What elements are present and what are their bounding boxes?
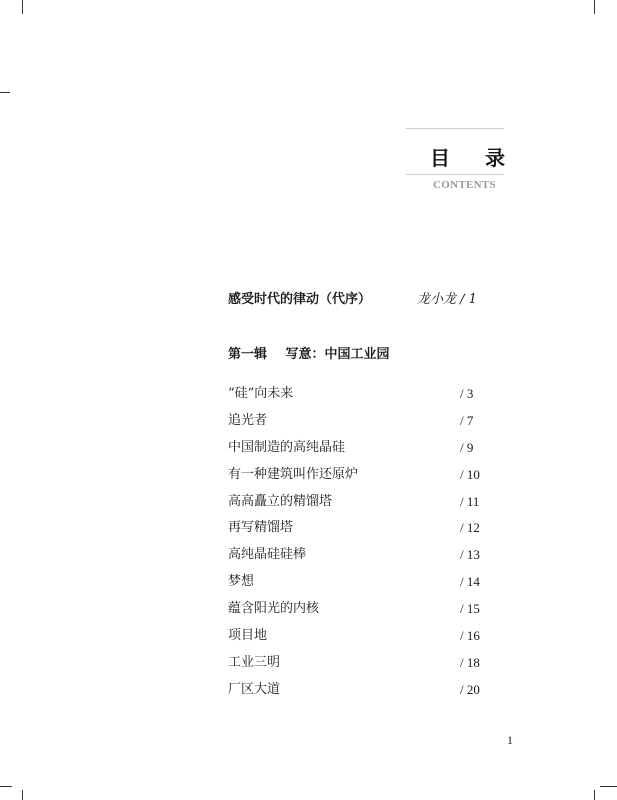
crop-mark: [22, 790, 23, 800]
toc-entry[interactable]: [228, 599, 488, 626]
crop-mark: [600, 786, 617, 787]
toc-entry[interactable]: [228, 680, 488, 707]
toc-entry[interactable]: [228, 411, 488, 438]
toc-entry-title: 高纯晶硅硅棒: [228, 547, 307, 563]
crop-mark: [594, 0, 595, 14]
toc-entry-title: 高高矗立的精馏塔: [228, 493, 333, 509]
crop-mark: [22, 0, 23, 14]
preface-title: 感受时代的律动（代序）: [228, 292, 372, 307]
toc-entry-title: “硅”向未来: [228, 386, 294, 401]
toc-entry[interactable]: [228, 572, 488, 599]
crop-mark: [594, 790, 595, 800]
section-title: 写意：中国工业园: [285, 347, 390, 362]
toc-entry[interactable]: [228, 626, 488, 653]
toc-entry[interactable]: [228, 653, 488, 680]
toc-entry-page: / 15: [460, 601, 480, 617]
toc-entry-title: 梦想: [228, 574, 255, 590]
toc-list: [228, 384, 488, 707]
header-top-rule: [406, 128, 504, 129]
crop-mark: [0, 92, 10, 93]
page-subtitle: CONTENTS: [433, 179, 496, 191]
page-number: 1: [507, 733, 513, 747]
preface-author-page: 龙小龙 / 1: [417, 292, 477, 307]
toc-entry-title: 再写精馏塔: [228, 520, 294, 536]
toc-entry-page: / 12: [460, 520, 480, 536]
section-heading: [228, 343, 390, 362]
toc-entry-title: 工业三明: [228, 654, 281, 670]
header-divider: [406, 174, 504, 175]
toc-entry[interactable]: [228, 438, 488, 465]
toc-entry[interactable]: [228, 545, 488, 572]
toc-entry-page: / 10: [460, 466, 480, 482]
toc-entry-page: / 18: [460, 654, 480, 670]
toc-entry-page: / 16: [460, 628, 480, 644]
toc-entry-page: / 14: [460, 574, 480, 590]
crop-mark: [0, 786, 12, 787]
toc-entry-title: 有一种建筑叫作还原炉: [228, 466, 359, 482]
toc-entry[interactable]: [228, 492, 488, 519]
toc-entry-page: / 11: [460, 493, 480, 509]
toc-entry-title: 追光者: [228, 412, 268, 428]
section-number: 第一辑: [228, 347, 268, 362]
toc-entry[interactable]: [228, 518, 488, 545]
page-title: 目 录: [430, 146, 519, 170]
toc-entry-page: / 13: [460, 547, 480, 563]
toc-entry-page: / 20: [460, 681, 480, 697]
toc-entry-title: 厂区大道: [228, 681, 281, 697]
preface-entry[interactable]: [228, 288, 488, 308]
toc-entry-page: / 3: [460, 386, 474, 401]
toc-entry-page: / 7: [460, 412, 474, 428]
toc-entry-title: 蕴含阳光的内核: [228, 601, 320, 617]
toc-entry-title: 项目地: [228, 628, 268, 644]
toc-entry[interactable]: [228, 384, 488, 411]
toc-entry-page: / 9: [460, 439, 474, 455]
toc-entry[interactable]: [228, 465, 488, 492]
toc-entry-title: 中国制造的高纯晶硅: [228, 439, 346, 455]
